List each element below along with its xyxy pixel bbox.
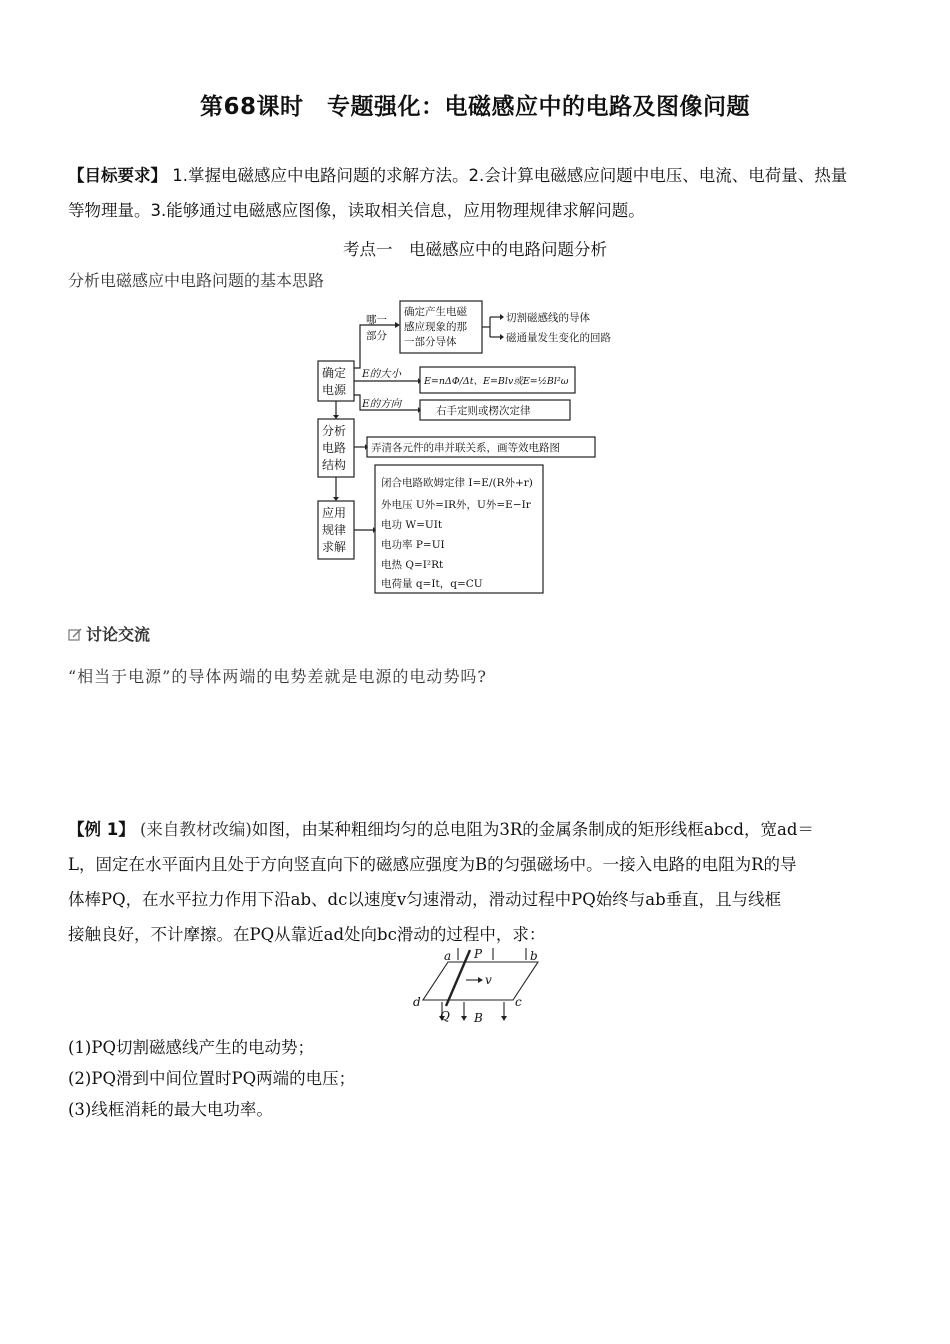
question-3: (3)线框消耗的最大电功率。 [68,1100,273,1119]
analyze-detail: 弄清各元件的串并联关系，画等效电路图 [371,442,560,454]
label-d: d [413,995,421,1009]
section-heading: 考点一 电磁感应中的电路问题分析 [343,240,607,259]
law-1: 闭合电路欧姆定律 I=E/(R外+r) [381,477,533,489]
example-line1: 如图，由某种粗细均匀的总电阻为3R的金属条制成的矩形线框abcd，宽ad＝ [251,820,814,839]
discussion-question: “相当于电源”的导体两端的电势差就是电源的电动势吗? [68,667,487,686]
example-source: (来自教材改编) [139,820,252,839]
which-label-l1: 哪一 [366,314,387,326]
label-c: c [515,995,522,1009]
objectives-label: 【目标要求】 [68,166,167,185]
example-line3: 体棒PQ，在水平拉力作用下沿ab、dc以速度v匀速滑动，滑动过程中PQ始终与ab垂直，且与线框 [68,890,782,909]
discussion-heading [68,622,150,645]
which-box-l3: 一部分导体 [404,336,457,348]
loop-figure [408,944,548,1026]
law-6: 电荷量 q=It，q=CU [381,578,483,590]
label-v: v [485,973,492,987]
which-box-l1: 确定产生电磁 [404,306,467,318]
source-l1: 确定 [322,366,347,380]
objectives-line2: 等物理量。3.能够通过电磁感应图像，读取相关信息，应用物理规律求解问题。 [68,201,645,220]
analyze-l3: 结构 [322,458,347,472]
example-line4: 接触良好，不计摩擦。在PQ从靠近ad处向bc滑动的过程中，求： [68,925,546,944]
apply-l2: 规律 [322,523,347,537]
flowchart-diagram [300,295,640,600]
apply-l3: 求解 [322,540,347,554]
discussion-title: 讨论交流 [86,625,151,644]
direction-text: 右手定则或楞次定律 [436,405,531,417]
law-3: 电功 W=UIt [381,519,443,531]
magnitude-formula: E=nΔΦ/Δt、E=Blv或E=½Bl²ω [424,376,569,387]
edit-icon [68,628,82,642]
example-text [68,812,888,952]
law-4: 电功率 P=UI [381,539,445,551]
page-title: 第68课时 专题强化：电磁感应中的电路及图像问题 [199,94,750,120]
analyze-l2: 电路 [322,441,347,455]
which-box-l2: 感应现象的那 [404,321,467,333]
questions [68,1032,888,1125]
source-l2: 电源 [322,383,347,397]
objectives [68,158,888,228]
law-5: 电热 Q=I²Rt [381,559,444,571]
magnitude-label: E的大小 [362,368,402,380]
which-flux: 磁通量发生变化的回路 [506,332,611,344]
example-line2: L，固定在水平面内且处于方向竖直向下的磁感应强度为B的匀强磁场中。一接入电路的电阻为R的导 [68,855,797,874]
label-a: a [444,949,452,963]
example-label: 【例 1】 [68,820,135,839]
question-1: (1)PQ切割磁感线产生的电动势； [68,1038,315,1057]
which-label-l2: 部分 [366,330,387,342]
which-cut: 切割磁感线的导体 [506,312,590,324]
question-2: (2)PQ滑到中间位置时PQ两端的电压； [68,1069,356,1088]
direction-label: E的方向 [362,398,402,410]
objectives-line1: 1.掌握电磁感应中电路问题的求解方法。2.会计算电磁感应问题中电压、电流、电荷量、热量 [167,166,848,185]
label-p: P [474,947,483,961]
apply-l1: 应用 [322,506,347,520]
law-2: 外电压 U外=IR外，U外=E−Ir [381,499,531,511]
analyze-l1: 分析 [322,424,347,438]
intro-line: 分析电磁感应中电路问题的基本思路 [68,271,325,290]
label-b: b [530,949,538,963]
label-q: Q [440,1009,450,1023]
label-bfield: B [474,1011,483,1025]
